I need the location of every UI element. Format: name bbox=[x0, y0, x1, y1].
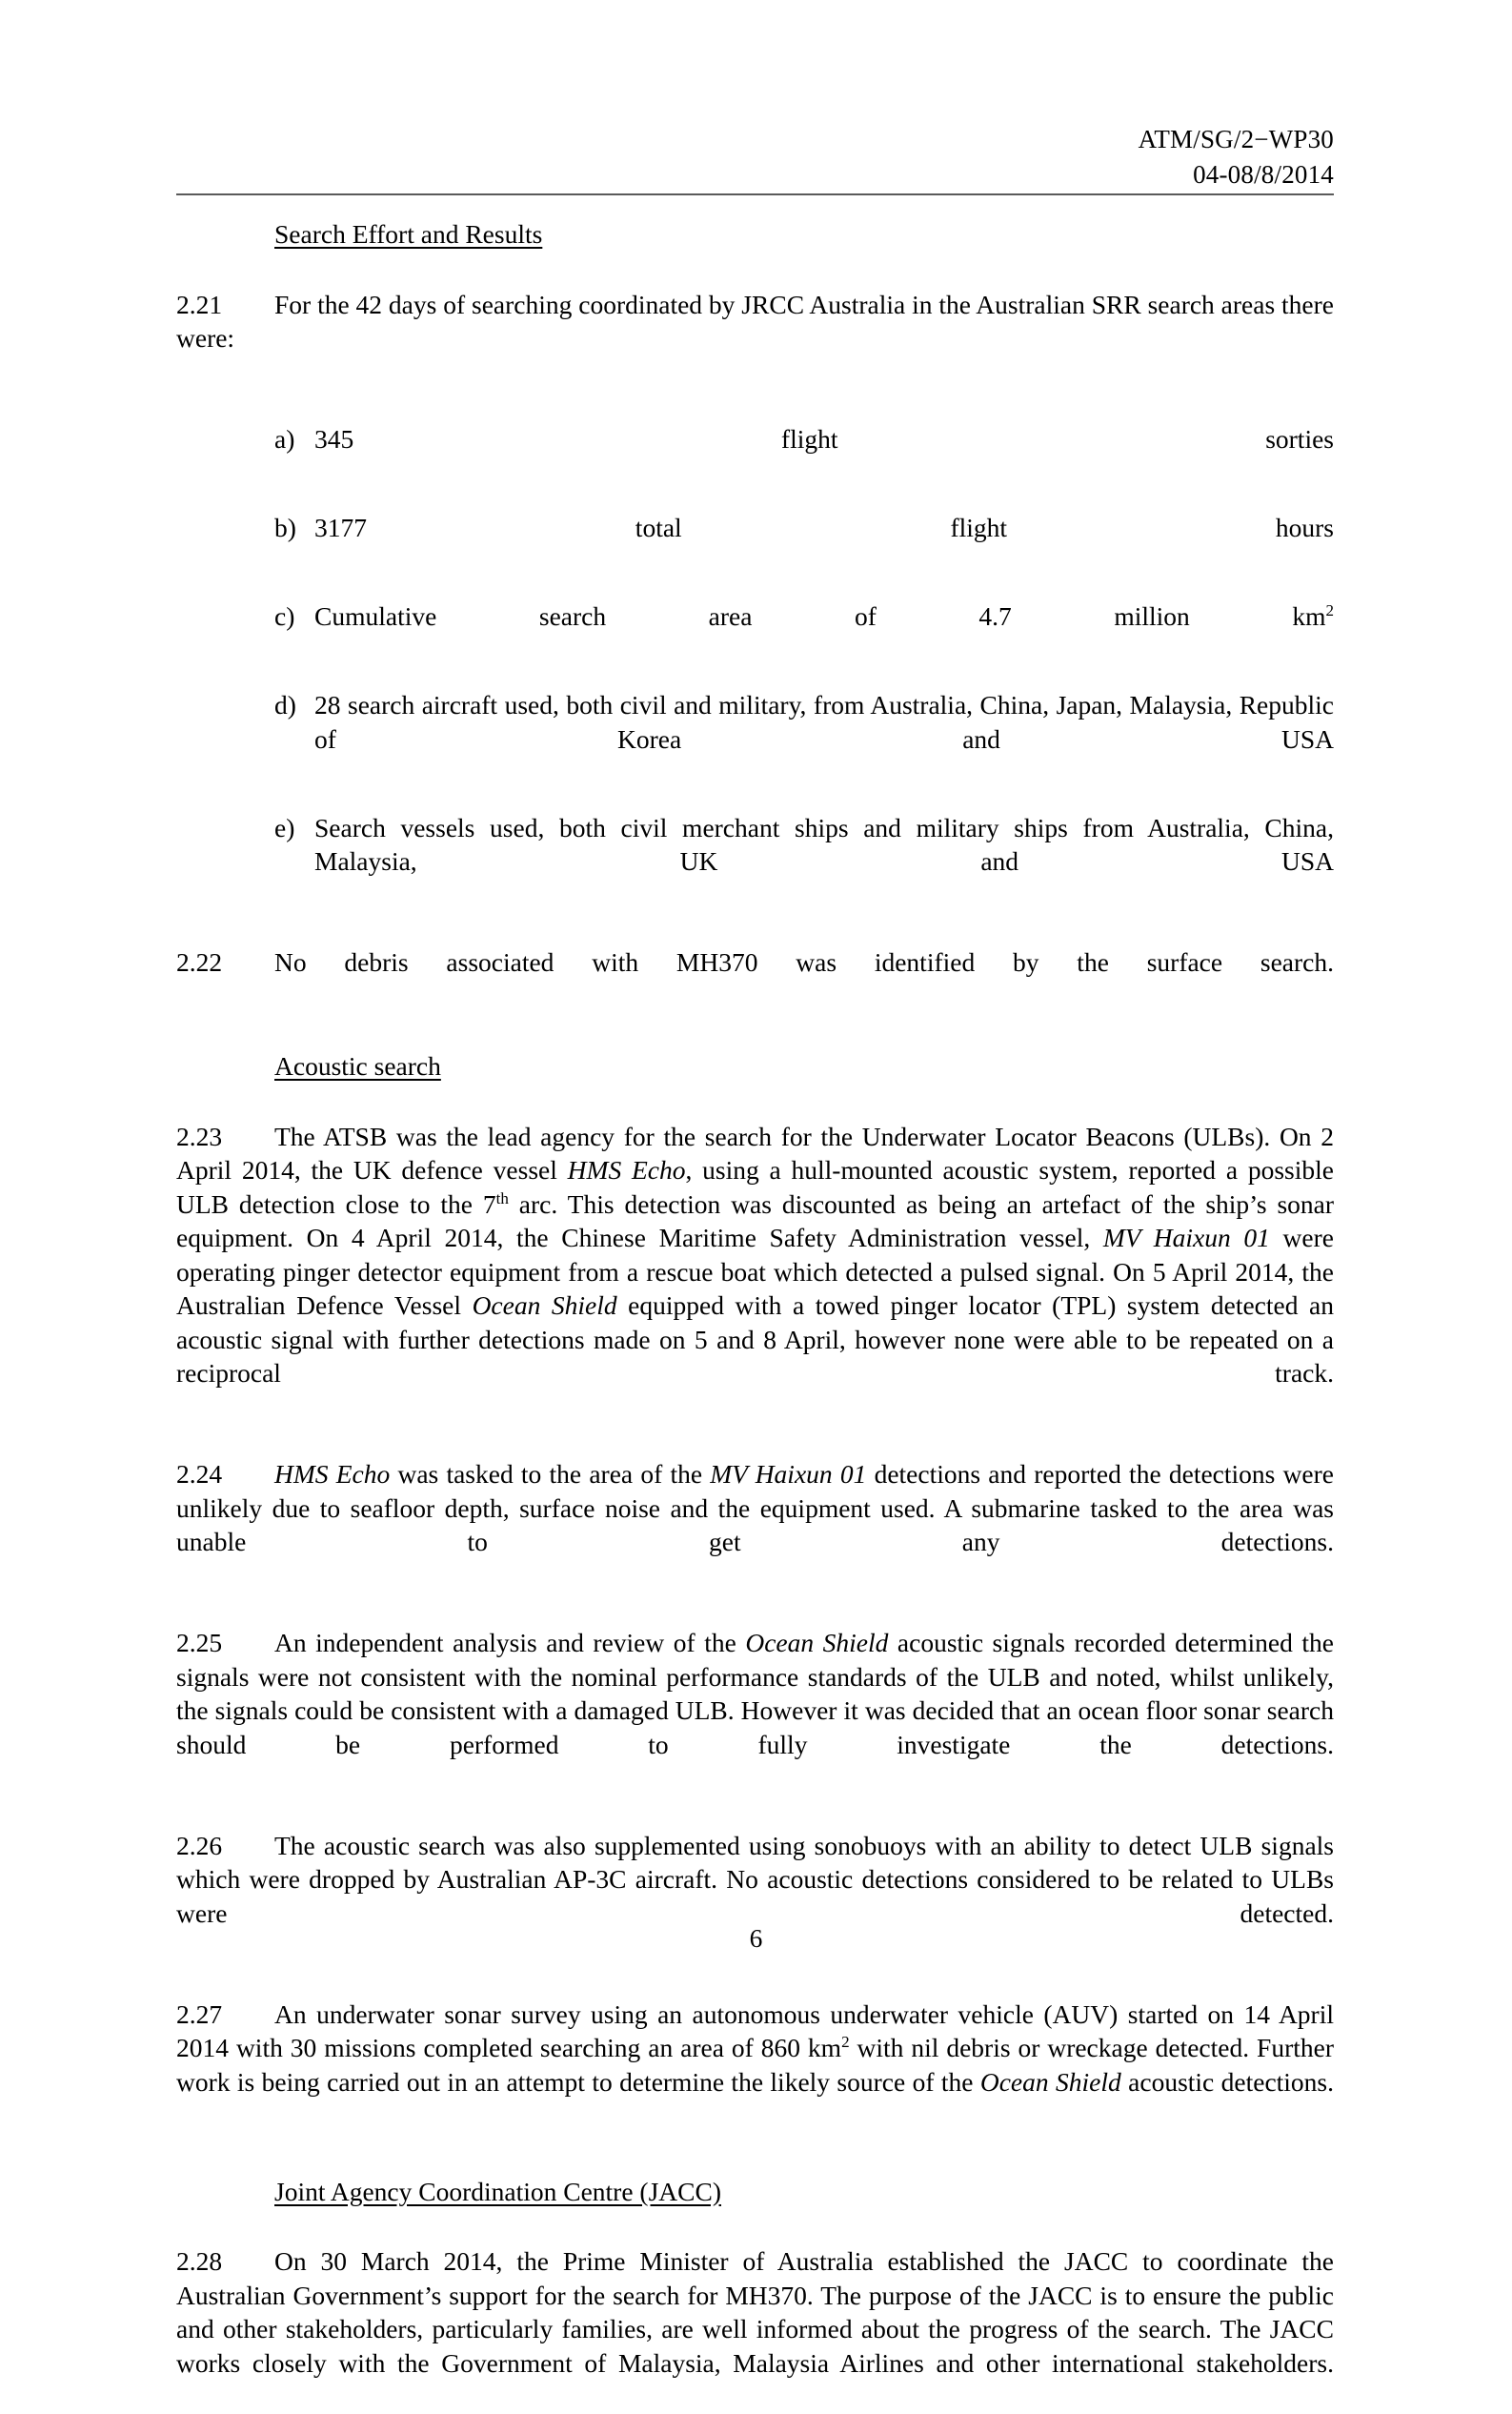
list-marker: c) bbox=[274, 601, 295, 631]
spacer bbox=[176, 1592, 1334, 1626]
list-marker: e) bbox=[274, 812, 295, 842]
spacer bbox=[176, 2208, 1334, 2244]
paragraph-2-25 bbox=[176, 1626, 1334, 1795]
heading-acoustic-search-label: Acoustic search bbox=[274, 1051, 441, 1081]
paragraph-number: 2.28 bbox=[176, 2246, 223, 2276]
page-footer bbox=[0, 1923, 1512, 1954]
paragraph-number: 2.25 bbox=[176, 1628, 223, 1657]
list-item bbox=[176, 511, 1334, 578]
heading-jacc-label: Joint Agency Coordination Centre (JACC) bbox=[274, 2176, 721, 2206]
vessel-name-ocean-shield: Ocean Shield bbox=[472, 1290, 617, 1320]
search-results-list bbox=[176, 422, 1334, 912]
paragraph-2-21 bbox=[176, 288, 1334, 390]
text-run: The ATSB was the lead agency for the search for the Underwater Locator Beacons (ULBs). On 2 April 2014, the UK defence vessel bbox=[176, 1121, 1334, 1185]
text-run: equipped with a towed pinger locator (TPL) system detected an acoustic signal with further detections made on 5 and 8 April, however none were able to be repeated on a reciprocal track. bbox=[176, 1290, 1334, 1388]
text-run: An independent analysis and review of the bbox=[274, 1628, 746, 1657]
page-header bbox=[176, 122, 1334, 193]
spacer bbox=[176, 1084, 1334, 1120]
text-run: was tasked to the area of the bbox=[390, 1459, 711, 1489]
text-run: acoustic detections. bbox=[1120, 2066, 1335, 2097]
document-date: 04-08/8/2014 bbox=[1193, 160, 1334, 190]
vessel-name-hms-echo: HMS Echo bbox=[274, 1459, 391, 1489]
paragraph-text bbox=[176, 1120, 1334, 1425]
heading-search-effort bbox=[274, 217, 1334, 252]
vessel-name-ocean-shield: Ocean Shield bbox=[979, 2066, 1121, 2097]
paragraph-number: 2.27 bbox=[176, 1998, 223, 2029]
paragraph-text: No debris associated with MH370 was identified by the surface search. bbox=[274, 947, 1334, 977]
spacer bbox=[176, 2133, 1334, 2175]
spacer bbox=[176, 389, 1334, 422]
text-run: with nil debris or wreckage detected. Further work is being carried out in an attempt to determine the likely source of the bbox=[176, 2033, 1335, 2097]
text-run: acoustic signals recorded determined the signals were not consistent with the nominal performance standards of the ULB and noted, whilst unlikely, the signals could be consistent with a damaged ULB. However it was decided that an ocean floor sonar search should be performed to fully investigate the detections. bbox=[176, 1628, 1335, 1759]
text-run: arc. This detection was discounted as being an artefact of the ship’s sonar equipment. On 4 April 2014, the Chinese Maritime Safety Administration vessel, bbox=[176, 1188, 1335, 1252]
list-item-text: 3177 total flight hours bbox=[314, 513, 1334, 542]
document-reference: ATM/SG/2−WP30 bbox=[1138, 125, 1334, 153]
heading-search-effort-label: Search Effort and Results bbox=[274, 219, 543, 249]
document-body bbox=[176, 217, 1334, 2414]
list-item-text: 28 search aircraft used, both civil and military, from Australia, China, Japan, Malaysia, Republic of Korea and USA bbox=[314, 690, 1334, 754]
paragraph-number: 2.23 bbox=[176, 1121, 223, 1151]
text-run: An underwater sonar survey using an autonomous underwater vehicle (AUV) started on 14 April 2014 with 30 missions completed searching an area of 860 km bbox=[176, 1998, 1334, 2062]
ordinal-suffix: th bbox=[495, 1188, 509, 1207]
paragraph-text bbox=[176, 1626, 1334, 1795]
list-item-text: 345 flight sorties bbox=[314, 424, 1334, 454]
page-number: 6 bbox=[749, 1923, 763, 1953]
paragraph-text bbox=[176, 1998, 1334, 2133]
paragraph-text: The acoustic search was also supplemented using sonobuoys with an ability to detect ULB signals which were dropped by Australian AP-3C aircraft. No acoustic detections considered to be related to ULBs were detected. bbox=[176, 1830, 1334, 1928]
spacer bbox=[176, 1795, 1334, 1829]
list-marker: b) bbox=[274, 513, 296, 542]
superscript-two: 2 bbox=[1325, 600, 1334, 619]
list-marker: a) bbox=[274, 424, 295, 454]
spacer bbox=[176, 252, 1334, 288]
paragraph-2-24 bbox=[176, 1457, 1334, 1592]
list-item bbox=[176, 422, 1334, 490]
paragraph-number: 2.24 bbox=[176, 1459, 223, 1489]
vessel-name-mv-haixun-01: MV Haixun 01 bbox=[1102, 1223, 1270, 1252]
heading-acoustic-search bbox=[274, 1049, 1334, 1084]
paragraph-number: 2.21 bbox=[176, 289, 223, 319]
paragraph-2-27 bbox=[176, 1998, 1334, 2133]
list-item-text: Search vessels used, both civil merchant ships and military ships from Australia, China, Malaysia, UK and USA bbox=[314, 812, 1334, 876]
list-item-text-main: Cumulative search area of 4.7 million km bbox=[314, 601, 1326, 631]
text-run: , using a hull-mounted acoustic system, reported a possible ULB detection close to the 7 bbox=[176, 1155, 1334, 1219]
paragraph-2-22 bbox=[176, 945, 1334, 1013]
paragraph-text bbox=[176, 1457, 1334, 1592]
header-divider bbox=[176, 193, 1334, 195]
superscript-two: 2 bbox=[841, 2032, 850, 2051]
heading-jacc bbox=[274, 2175, 1334, 2209]
paragraph-2-23 bbox=[176, 1120, 1334, 1425]
vessel-name-mv-haixun-01: MV Haixun 01 bbox=[710, 1459, 867, 1489]
spacer bbox=[176, 1964, 1334, 1998]
vessel-name-hms-echo: HMS Echo bbox=[567, 1155, 686, 1185]
spacer bbox=[176, 1013, 1334, 1049]
list-item bbox=[176, 811, 1334, 913]
list-item bbox=[176, 688, 1334, 790]
list-marker: d) bbox=[274, 690, 296, 720]
paragraph-2-28 bbox=[176, 2244, 1334, 2414]
list-item-text bbox=[314, 601, 1334, 665]
text-run: were operating pinger detector equipment from a rescue boat which detected a pulsed signal. On 5 April 2014, the Australian Defence Vessel bbox=[176, 1223, 1334, 1320]
text-run: detections and reported the detections were unlikely due to seafloor depth, surface noise and the equipment used. A submarine tasked to the area was unable to get any detections. bbox=[176, 1459, 1334, 1556]
vessel-name-ocean-shield: Ocean Shield bbox=[745, 1628, 889, 1657]
paragraph-text: For the 42 days of searching coordinated by JRCC Australia in the Australian SRR search areas there were: bbox=[176, 289, 1334, 353]
list-item bbox=[176, 599, 1334, 667]
spacer bbox=[176, 1424, 1334, 1457]
paragraph-text: On 30 March 2014, the Prime Minister of Australia established the JACC to coordinate the Australian Government’s support for the search for MH370. The purpose of the JACC is to ensure the public and other stakeholders, particularly families, are well informed about the progress of the search. The JACC works closely with the Government of Malaysia, Malaysia Airlines and other international stakeholders. bbox=[176, 2246, 1334, 2378]
paragraph-number: 2.22 bbox=[176, 947, 223, 977]
spacer bbox=[176, 912, 1334, 945]
paragraph-number: 2.26 bbox=[176, 1830, 223, 1860]
